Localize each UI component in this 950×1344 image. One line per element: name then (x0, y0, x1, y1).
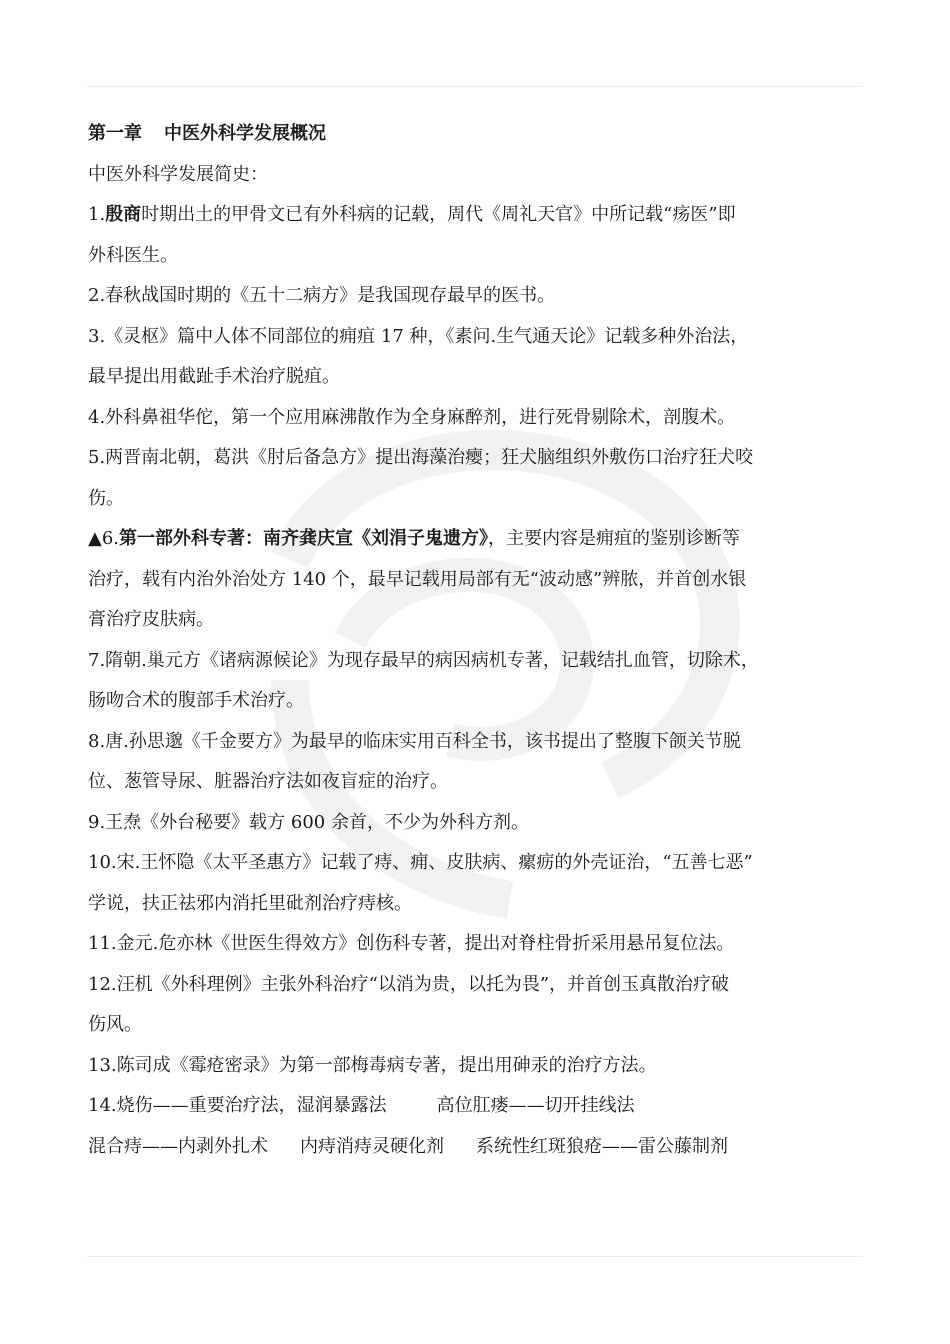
list-item (88, 803, 863, 844)
item-3-line-1: 3.《灵枢》篇中人体不同部位的痈疽 17 种，《素问.生气通天论》记载多种外治法， (88, 325, 749, 347)
chapter-number: 第一章 (88, 123, 142, 144)
list-item (88, 276, 863, 317)
item-14-part-3: 混合痔——内剥外扎术 (88, 1135, 268, 1157)
list-item (88, 722, 863, 803)
item-2-line-1: 2.春秋战国时期的《五十二病方》是我国现存最早的医书。 (88, 285, 556, 306)
top-divider (87, 86, 862, 87)
item-8-line-2: 位、葱管导尿、脏器治疗法如夜盲症的治疗。 (88, 771, 448, 792)
list-item (88, 317, 863, 398)
item-1-text: 时期出土的甲骨文已有外科病的记载，周代《周礼天官》中所记载“疡医”即 (141, 204, 736, 225)
triangle-marker-icon: ▲ (88, 528, 102, 549)
bottom-divider (87, 1256, 862, 1257)
item-10-line-1: 10.宋.王怀隐《太平圣惠方》记载了痔、痈、皮肤病、瘰疬的外壳证治，“五善七恶” (88, 852, 753, 873)
item-8-line-1: 8.唐.孙思邈《千金要方》为最早的临床实用百科全书，该书提出了整腹下颌关节脱 (88, 730, 741, 752)
item-7-line-1: 7.隋朝.巢元方《诸病源候论》为现存最早的病因病机专著，记载结扎血管，切除术， (88, 649, 759, 671)
list-item (88, 1046, 863, 1087)
item-6-bold-term: 第一部外科专著：南齐龚庆宣《刘涓子鬼遗方》 (119, 528, 489, 549)
list-item (88, 641, 863, 722)
item-14-part-5: 系统性红斑狼疮——雷公藤制剂 (476, 1135, 728, 1157)
item-14-line-2 (88, 1127, 863, 1168)
item-13-line-1: 13.陈司成《霉疮密录》为第一部梅毒病专著，提出用砷汞的治疗方法。 (88, 1054, 657, 1076)
list-item (88, 519, 863, 641)
item-6-line-3: 膏治疗皮肤病。 (88, 609, 214, 630)
item-12-line-1: 12.汪机《外科理例》主张外科治疗“以消为贵，以托为畏”，并首创玉真散治疗破 (88, 973, 730, 995)
item-1-number: 1. (88, 204, 106, 225)
list-item (88, 398, 863, 439)
item-7-line-2: 肠吻合术的腹部手术治疗。 (88, 690, 304, 711)
item-3-line-2: 最早提出用截趾手术治疗脱疽。 (88, 366, 340, 387)
list-item (88, 965, 863, 1046)
item-1-line-2: 外科医生。 (88, 244, 178, 266)
list-item (88, 1086, 863, 1167)
item-1-line-1 (88, 195, 863, 236)
item-4-line-1: 4.外科鼻祖华佗，第一个应用麻沸散作为全身麻醉剂，进行死骨剔除术，剖腹术。 (88, 406, 736, 428)
list-item (88, 438, 863, 519)
item-14-part-1: 14.烧伤——重要治疗法，湿润暴露法 (88, 1095, 387, 1116)
item-6-line-2: 治疗，载有内治外治处方 140 个，最早记载用局部有无“波动感”辨脓，并首创水银 (88, 568, 747, 590)
chapter-title: 中医外科学发展概况 (164, 123, 326, 144)
item-6-number: 6. (101, 528, 120, 549)
item-6-text: ，主要内容是痈疽的鉴别诊断等 (488, 528, 741, 549)
item-10-line-2: 学说，扶正祛邪内消托里砒剂治疗痔核。 (88, 892, 412, 914)
item-14-line-1 (88, 1086, 863, 1127)
document-body (88, 114, 863, 1167)
list-item (88, 843, 863, 924)
item-5-line-1: 5.两晋南北朝，葛洪《肘后备急方》提出海藻治瘿；狂犬脑组织外敷伤口治疗狂犬咬 (88, 447, 754, 468)
item-9-line-1: 9.王焘《外台秘要》载方 600 余首，不少为外科方剂。 (88, 811, 529, 833)
item-1-bold-term: 殷商 (105, 204, 142, 225)
item-12-line-2: 伤风。 (88, 1014, 142, 1035)
item-11-line-1: 11.金元.危亦林《世医生得效方》创伤科专著，提出对脊柱骨折采用悬吊复位法。 (88, 933, 735, 954)
section-subtitle: 中医外科学发展简史： (88, 163, 268, 185)
list-item (88, 924, 863, 965)
list-item (88, 195, 863, 276)
item-6-line-1 (88, 519, 863, 560)
item-5-line-2: 伤。 (88, 487, 124, 509)
item-14-part-2: 高位肛瘘——切开挂线法 (436, 1095, 635, 1116)
chapter-heading (88, 114, 863, 155)
item-14-part-4: 内痔消痔灵硬化剂 (300, 1135, 444, 1157)
